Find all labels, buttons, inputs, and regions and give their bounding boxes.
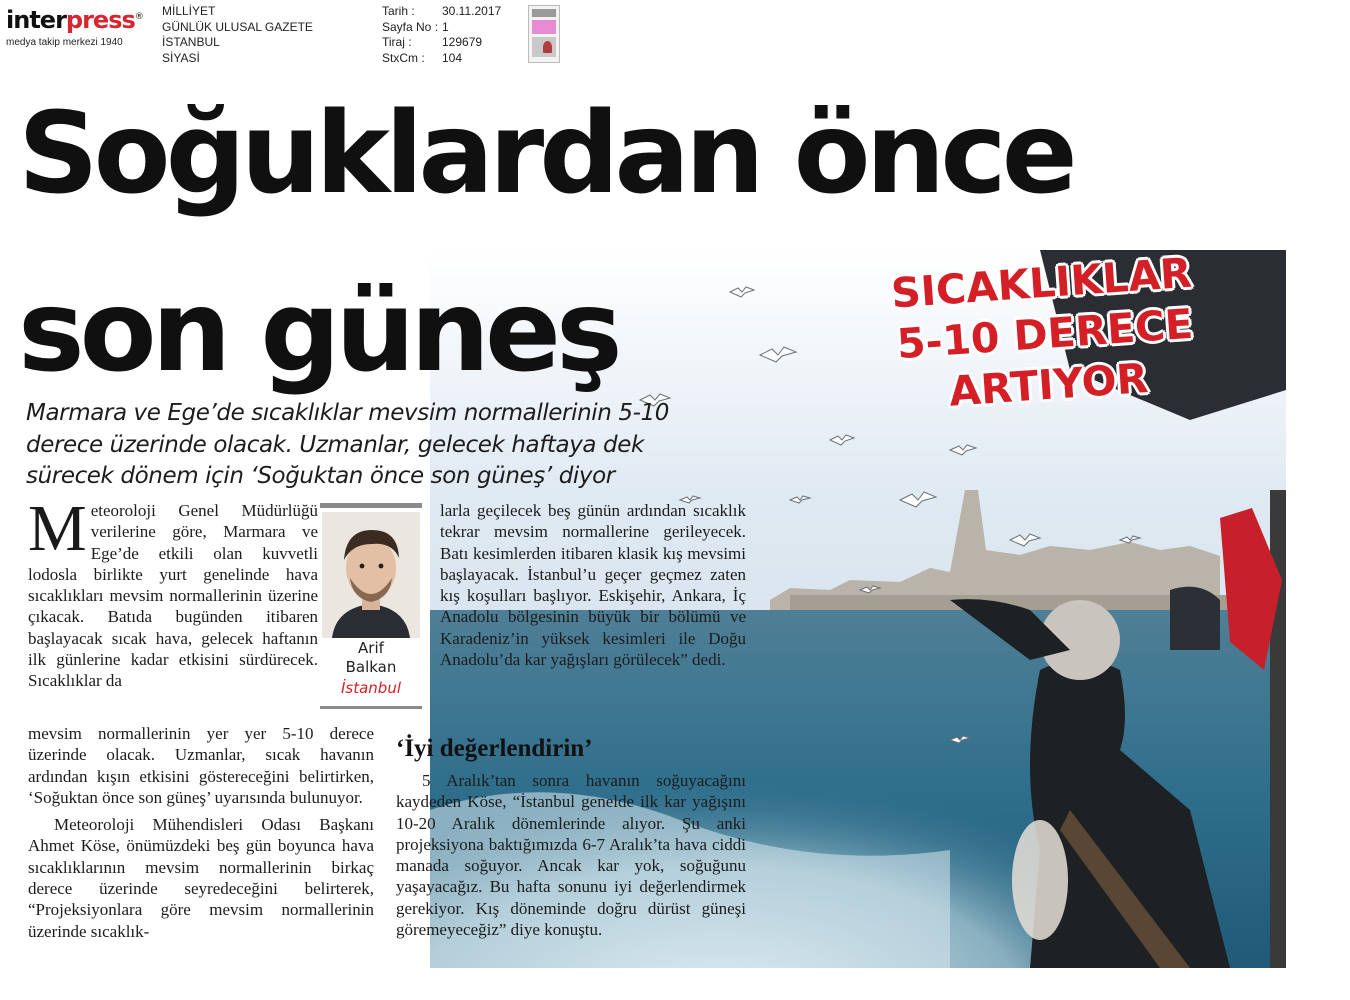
author-box: [320, 503, 422, 709]
thumb-block: [543, 41, 552, 53]
thumb-block: [532, 9, 556, 17]
publication-info: [162, 4, 313, 66]
meta-value: 129679: [442, 35, 483, 49]
meta-value: 30.11.2017: [442, 4, 502, 18]
author-city: İstanbul: [340, 679, 401, 697]
author-top-rule: [320, 503, 422, 508]
interpress-logo: [6, 4, 156, 48]
author-portrait: [322, 512, 420, 638]
meta-key: Tarih :: [382, 4, 415, 18]
article-text: eteoroloji Genel Müdürlüğü verilerine göre, Marmara ve Ege’de etkili olan kuvvetli lodosla birlikte yurt genelinde hava sıcaklıkları mevsim normallerinin üzerine çıkacak. Batıda bugünden itibaren başlayacak sıcak hava, gelecek haftanın ilk günlerine kadar etkisini sürdürecek. Sıcaklıklar da: [28, 501, 318, 691]
author-first-name: Arif: [358, 639, 384, 657]
article-subheading: ‘İyi değerlendirin’: [396, 735, 593, 762]
author-bottom-rule: [320, 706, 422, 709]
overlay-line-1: SICAKLIKLAR: [889, 248, 1194, 318]
headline-line-2: son güneş: [18, 267, 618, 397]
article-column-3: [396, 770, 746, 940]
logo-subtitle: medya takip merkezi 1940: [6, 37, 123, 48]
deck-line-2: derece üzerinde olacak. Uzmanlar, gelecek haftaya dek: [26, 431, 644, 458]
meta-key: StxCm :: [382, 50, 425, 65]
meta-row-date: [382, 4, 501, 20]
publication-section: SİYASİ: [162, 50, 200, 65]
author-name: [320, 639, 422, 677]
photo-overlay-callout: [875, 247, 1215, 423]
page-thumbnail[interactable]: [528, 5, 560, 63]
logo-wordmark: [6, 4, 156, 33]
article-column-2: [440, 500, 746, 670]
meta-row-page: [382, 20, 501, 36]
deck-line-3: sürecek dönem için ‘Soğuktan önce son güneş’ diyor: [26, 463, 615, 489]
publication-name: MİLLİYET: [162, 4, 216, 18]
overlay-line-3: ARTIYOR: [947, 353, 1150, 416]
deck-summary: [26, 398, 746, 493]
article-paragraph: larla geçilecek beş günün ardından sıcaklık tekrar mevsim normallerine gerileyecek. Batı kesimlerden itibaren klasik kış mevsimi başlayacak. İstanbul’u geçer geçmez zaten kış koşulları başlıyor. Eskişehir, Ankara, İç Anadolu bölgesinin büyük bir bölümü ve Karadeniz’in yüksek kesimleri ile Doğu Anadolu’da kar yağışları görülecek” dedi.: [440, 501, 746, 670]
author-last-name: Balkan: [345, 658, 397, 676]
article-paragraph: 5 Aralık’tan sonra havanın soğuyacağını kaydeden Köse, “İstanbul genelde ilk kar yağışını 10-20 Aralık dönemlerinde alıyor. Şu anki projeksiyona baktığımızda 6-7 Aralık’ta hava ciddi manada soğuyor. Ancak kar yok, soğuğunu yaşayacağız. Bu hafta sonunu iyi değerlendirmek gerekiyor. Kış döneminde doğru dürüst güneşi göremeyeceğiz” diye konuştu.: [396, 771, 746, 940]
article-paragraph: mevsim normallerinin yer yer 5-10 derece üzerinde olacak. Uzmanlar, sıcak havanın ardından kışın etkisini göstereceğini belirtirken, ‘Soğuktan önce son güneş’ uyarısında bulunuyor.: [28, 724, 374, 807]
clipping-meta: [382, 4, 501, 66]
logo-part-1: inter: [6, 6, 66, 34]
headline-line-1: Soğuklardan önce: [18, 89, 1073, 219]
thumb-block: [532, 20, 556, 34]
meta-value: 104: [442, 50, 463, 65]
publication-city: İSTANBUL: [162, 35, 220, 49]
overlay-line-2: 5-10 DERECE: [895, 299, 1195, 369]
author-photo: [322, 512, 420, 638]
registered-mark: ®: [134, 12, 143, 22]
logo-part-2: press: [65, 6, 135, 34]
publication-type: GÜNLÜK ULUSAL GAZETE: [162, 19, 313, 34]
article-column-1-bottom: [28, 723, 374, 942]
meta-row-circulation: [382, 35, 501, 51]
article-paragraph: Meteoroloji Mühendisleri Odası Başkanı Ahmet Köse, önümüzdeki beş gün boyunca hava sıcaklıklarının mevsim normallerinin birkaç derece üzerinde seyredeceğini belirterek, “Projeksiyonlara göre mevsim normallerinin üzerinde sıcaklık-: [28, 815, 374, 941]
meta-key: Tiraj :: [382, 35, 412, 49]
meta-row-stxcm: [382, 51, 501, 67]
meta-value: 1: [442, 19, 449, 34]
deck-line-1: Marmara ve Ege’de sıcaklıklar mevsim normallerinin 5-10: [26, 400, 669, 426]
meta-key: Sayfa No :: [382, 19, 439, 34]
drop-cap: M: [28, 492, 87, 565]
article-column-1-top: [28, 492, 318, 692]
